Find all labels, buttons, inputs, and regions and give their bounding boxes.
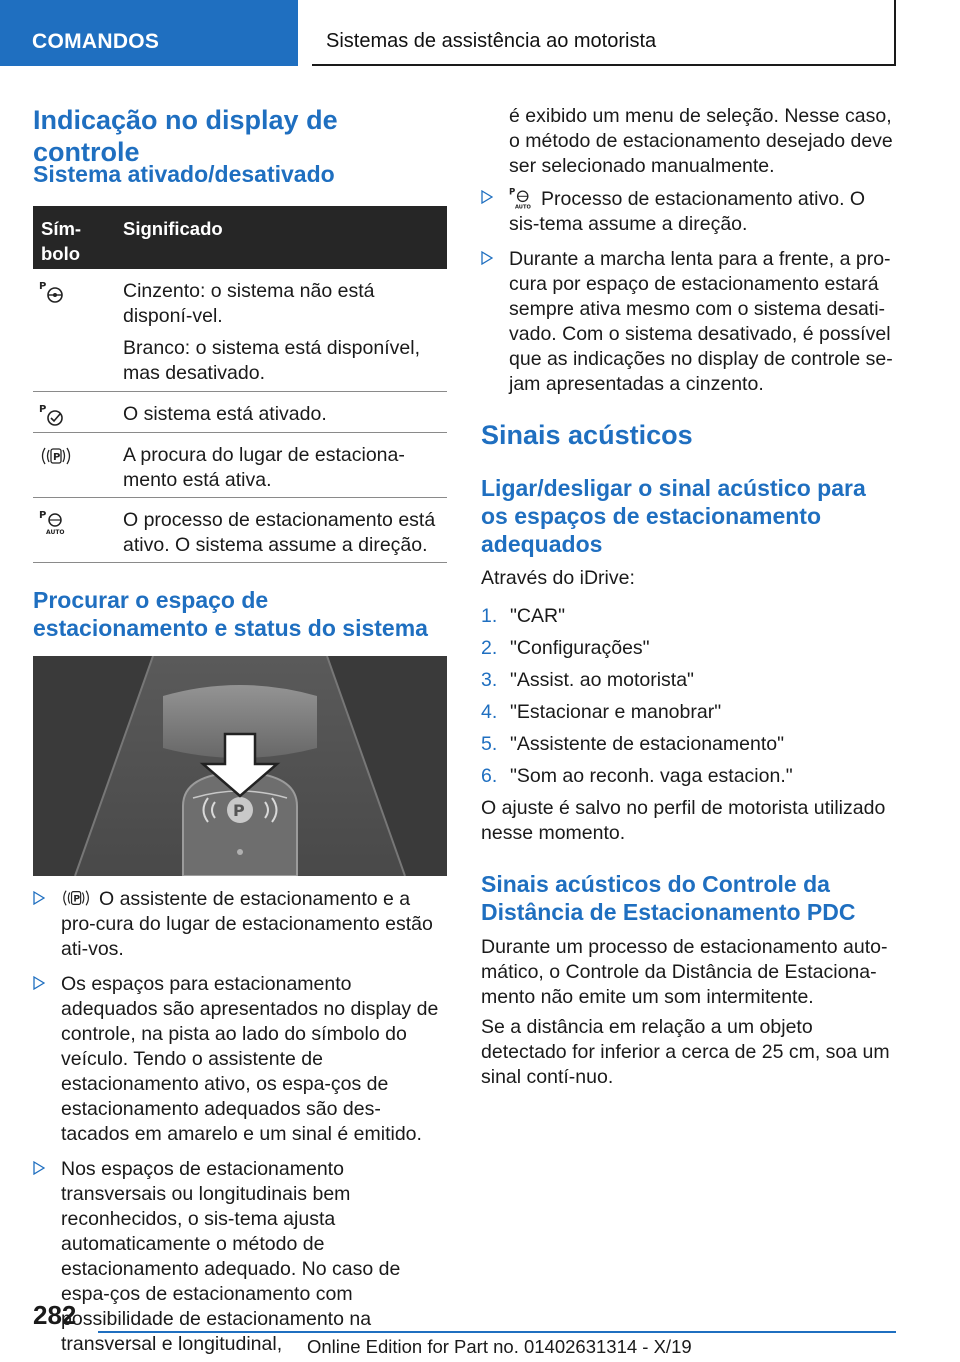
- list-item: [481, 668, 897, 700]
- svg-text:P: P: [73, 894, 81, 905]
- section-label: COMANDOS: [32, 30, 160, 53]
- parking-steering-check-icon: [39, 402, 67, 433]
- table-row: [33, 392, 447, 433]
- saved-note: O ajuste é salvo no perfil de motorista utilizado nesse momento.: [481, 797, 886, 844]
- triangle-bullet-icon: [481, 251, 493, 265]
- menu-path-list: [481, 604, 897, 796]
- svg-text:P: P: [509, 187, 516, 198]
- list-item: [481, 700, 897, 732]
- step-text: "Estacionar e manobrar": [510, 701, 722, 723]
- symbol-table: [33, 206, 447, 563]
- page-title: Indicação no display de controle: [33, 105, 338, 167]
- list-item: [481, 636, 897, 668]
- table-header: [33, 206, 447, 269]
- section-tab: [0, 0, 298, 66]
- list-item: [481, 247, 897, 397]
- continuation-text: é exibido um menu de seleção. Nesse caso, o método de estacionamento desejado deve ser selecionado manualmente.: [509, 105, 893, 177]
- step-number: 2.: [481, 637, 498, 659]
- table-row: [33, 498, 447, 563]
- col-symbol-header: Sím-bolo: [41, 218, 82, 264]
- bullet-text: [509, 186, 897, 237]
- parking-auto-icon: [509, 186, 533, 210]
- step-number: 4.: [481, 701, 498, 723]
- step-number: 1.: [481, 605, 498, 627]
- step-number: 5.: [481, 733, 498, 755]
- svg-text:AUTO: AUTO: [46, 529, 65, 536]
- table-cell: A procura do lugar de estaciona-mento está ativa.: [123, 444, 405, 491]
- step-text: "Assistente de estacionamento": [510, 733, 784, 755]
- list-item: [33, 1157, 447, 1357]
- subsection-heading: Sinais acústicos do Controle da Distância de Estacionamento PDC: [481, 871, 856, 925]
- bullet-text: [61, 887, 447, 962]
- bullet-text: Nos espaços de estacionamento transversais ou longitudinais bem reconhecidos, o sis-tema ajusta automaticamente o método de estacionamento adequado. No caso de espa-ços de estacionamento com possibilidade de estacionamento na transversal e longitudinal,: [61, 1158, 401, 1355]
- subsection-heading: Ligar/desligar o sinal acústico para os espaços de estacionamento adequados: [481, 475, 866, 557]
- col-meaning-header: Significado: [123, 218, 223, 239]
- step-number: 3.: [481, 669, 498, 691]
- bullet-text: Os espaços para estacionamento adequados são apresentados no display de controle, na pista ao lado do símbolo do veículo. Tendo o assistente de estacionamento ativo, os espa-ços de estacionamento adequados são des-tacados em amarelo e um sinal é emitido.: [61, 973, 439, 1145]
- parking-search-waves-icon: [39, 443, 73, 474]
- table-cell: Branco: o sistema está disponível, mas desativado.: [123, 337, 420, 384]
- parking-search-waves-icon: [61, 888, 93, 908]
- subtitle: Sistema ativado/desativado: [33, 161, 335, 187]
- bullet-text-content: O assistente de estacionamento e a pro-cura do lugar de estacionamento estão ati-vos.: [61, 888, 433, 960]
- svg-text:P: P: [53, 452, 61, 463]
- table-cell: O sistema está ativado.: [123, 403, 327, 425]
- step-text: "Configurações": [510, 637, 650, 659]
- triangle-bullet-icon: [33, 976, 45, 990]
- table-row: [33, 433, 447, 498]
- footer-divider: [98, 1331, 896, 1333]
- list-item: [33, 972, 447, 1147]
- parking-steering-icon: [39, 279, 67, 310]
- step-number: 6.: [481, 765, 498, 787]
- svg-text:AUTO: AUTO: [515, 204, 531, 210]
- bullet-text: Durante a marcha lenta para a frente, a pro-cura por espaço de estacionamento estará sempre ativa mesmo com o sistema desati-vado. Com o sistema desativado, é possível que as indicações no display de controle se-jam apresentadas a cinzento.: [509, 248, 893, 395]
- section-heading: Sinais acústicos: [481, 420, 693, 450]
- parking-auto-icon: [39, 508, 67, 541]
- bullet-text-content: Processo de estacionamento ativo. O sis-tema assume a direção.: [509, 188, 866, 235]
- table-row: [33, 269, 447, 392]
- pdc-paragraph: Se a distância em relação a um objeto detectado for inferior a cerca de 25 cm, soa um sinal contí-nuo.: [481, 1016, 890, 1088]
- page-number: 282: [33, 1300, 77, 1330]
- table-cell: Cinzento: o sistema não está disponí-vel.: [123, 280, 375, 327]
- step-text: "Som ao reconh. vaga estacion.": [510, 765, 793, 787]
- list-item: [33, 887, 447, 962]
- step-text: "CAR": [510, 605, 566, 627]
- svg-text:P: P: [39, 404, 47, 415]
- triangle-bullet-icon: [33, 1161, 45, 1175]
- list-item: [481, 186, 897, 237]
- list-item: [481, 604, 897, 636]
- triangle-bullet-icon: [481, 190, 493, 204]
- svg-text:P: P: [39, 281, 47, 292]
- section-heading: Procurar o espaço de estacionamento e status do sistema: [33, 587, 428, 641]
- table-cell: O processo de estacionamento está ativo. O sistema assume a direção.: [123, 509, 436, 556]
- chapter-label: Sistemas de assistência ao motorista: [326, 30, 657, 52]
- svg-text:P: P: [233, 801, 245, 820]
- list-item: [481, 732, 897, 764]
- parking-display-illustration: [33, 656, 447, 876]
- chapter-tab: [312, 0, 896, 66]
- idrive-intro: Através do iDrive:: [481, 567, 635, 589]
- pdc-paragraph: Durante um processo de estacionamento auto-mático, o Controle da Distância de Estaciona-mento não emite um som intermitente.: [481, 936, 888, 1008]
- svg-text:P: P: [39, 510, 47, 521]
- list-item: [481, 764, 897, 796]
- edition-text: Online Edition for Part no. 01402631314 - X/19: [307, 1336, 692, 1357]
- step-text: "Assist. ao motorista": [510, 669, 694, 691]
- triangle-bullet-icon: [33, 891, 45, 905]
